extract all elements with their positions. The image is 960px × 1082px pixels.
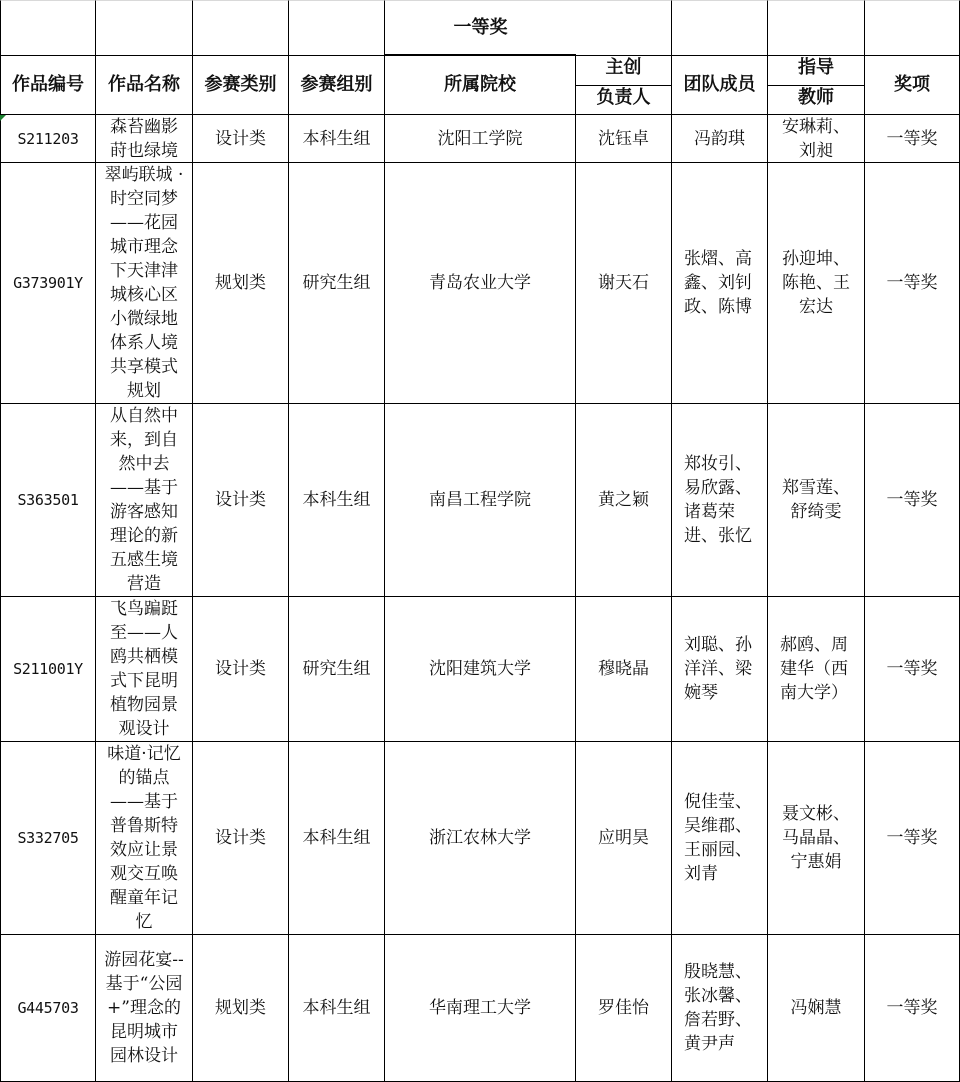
title-blank-2 xyxy=(96,0,193,56)
row-2-team: 张熠、高鑫、刘钊政、陈博 xyxy=(672,163,768,404)
row-3-team: 郑妆引、易欣露、诸葛荣进、张忆 xyxy=(672,404,768,597)
header-group: 参赛组别 xyxy=(289,56,385,115)
row-3-school: 南昌工程学院 xyxy=(385,404,576,597)
header-lead-bottom: 负责人 xyxy=(596,86,651,108)
row-4-id: S211001Y xyxy=(0,597,96,742)
row-1-name: 森苔幽影 莳也绿境 xyxy=(96,115,193,163)
header-team: 团队成员 xyxy=(672,56,768,115)
row-1-team: 冯韵琪 xyxy=(672,115,768,163)
header-school: 所属院校 xyxy=(385,56,576,115)
title-blank-6 xyxy=(576,0,672,56)
row-2-advisor: 孙迎坤、陈艳、王宏达 xyxy=(768,163,865,404)
title-blank-4 xyxy=(289,0,385,56)
row-4-name: 飞鸟蹁跹至——人鸥共栖模式下昆明植物园景观设计 xyxy=(96,597,193,742)
table-title: 一等奖 xyxy=(385,0,576,56)
header-advisor-top: 指导 xyxy=(768,56,864,86)
row-5-award: 一等奖 xyxy=(865,742,960,935)
row-2-id: G373901Y xyxy=(0,163,96,404)
row-2-school: 青岛农业大学 xyxy=(385,163,576,404)
header-lead xyxy=(576,56,672,115)
row-5-group: 本科生组 xyxy=(289,742,385,935)
row-2-name: 翠屿联城 · 时空同梦——花园城市理念下天津津城核心区小微绿地体系人境共享模式规划 xyxy=(96,163,193,404)
row-3-name: 从自然中来，到自然中去——基于游客感知理论的新五感生境营造 xyxy=(96,404,193,597)
header-id: 作品编号 xyxy=(0,56,96,115)
header-name: 作品名称 xyxy=(96,56,193,115)
row-4-advisor: 郝鸥、周建华（西南大学） xyxy=(768,597,865,742)
header-advisor-bottom: 教师 xyxy=(798,86,834,108)
title-blank-8 xyxy=(768,0,865,56)
row-5-team: 倪佳莹、吴维郡、王丽园、刘青 xyxy=(672,742,768,935)
row-2-award: 一等奖 xyxy=(865,163,960,404)
row-1-group: 本科生组 xyxy=(289,115,385,163)
row-1-advisor: 安琳莉、刘昶 xyxy=(768,115,865,163)
row-6-school: 华南理工大学 xyxy=(385,935,576,1082)
row-5-category: 设计类 xyxy=(193,742,289,935)
row-6-advisor: 冯娴慧 xyxy=(768,935,865,1082)
row-1-lead: 沈钰卓 xyxy=(576,115,672,163)
row-1-school: 沈阳工学院 xyxy=(385,115,576,163)
row-3-advisor: 郑雪莲、舒绮雯 xyxy=(768,404,865,597)
row-5-id: S332705 xyxy=(0,742,96,935)
row-3-group: 本科生组 xyxy=(289,404,385,597)
row-6-category: 规划类 xyxy=(193,935,289,1082)
title-blank-9 xyxy=(865,0,960,56)
row-5-school: 浙江农林大学 xyxy=(385,742,576,935)
row-1-award: 一等奖 xyxy=(865,115,960,163)
header-lead-top: 主创 xyxy=(576,56,671,86)
row-3-award: 一等奖 xyxy=(865,404,960,597)
row-4-award: 一等奖 xyxy=(865,597,960,742)
row-5-advisor: 聂文彬、马晶晶、宁惠娟 xyxy=(768,742,865,935)
row-3-category: 设计类 xyxy=(193,404,289,597)
row-6-id: G445703 xyxy=(0,935,96,1082)
cell-marker-icon xyxy=(0,115,6,121)
header-award: 奖项 xyxy=(865,56,960,115)
title-blank-1 xyxy=(0,0,96,56)
row-6-lead: 罗佳怡 xyxy=(576,935,672,1082)
row-6-team: 殷晓慧、张冰馨、詹若野、黄尹声 xyxy=(672,935,768,1082)
title-blank-3 xyxy=(193,0,289,56)
row-1-id: S211203 xyxy=(0,115,96,163)
row-3-id: S363501 xyxy=(0,404,96,597)
row-2-category: 规划类 xyxy=(193,163,289,404)
row-3-lead: 黄之颖 xyxy=(576,404,672,597)
header-advisor xyxy=(768,56,865,115)
title-blank-7 xyxy=(672,0,768,56)
row-5-lead: 应明昊 xyxy=(576,742,672,935)
row-6-name: 游园花宴--基于“公园+”理念的昆明城市园林设计 xyxy=(96,935,193,1082)
row-6-group: 本科生组 xyxy=(289,935,385,1082)
row-2-group: 研究生组 xyxy=(289,163,385,404)
header-category: 参赛类别 xyxy=(193,56,289,115)
row-5-name: 味道·记忆的锚点——基于普鲁斯特效应让景观交互唤醒童年记忆 xyxy=(96,742,193,935)
row-2-lead: 谢天石 xyxy=(576,163,672,404)
row-4-team: 刘聪、孙洋洋、梁婉琴 xyxy=(672,597,768,742)
row-4-category: 设计类 xyxy=(193,597,289,742)
row-1-category: 设计类 xyxy=(193,115,289,163)
row-4-group: 研究生组 xyxy=(289,597,385,742)
row-6-award: 一等奖 xyxy=(865,935,960,1082)
row-4-lead: 穆晓晶 xyxy=(576,597,672,742)
row-4-school: 沈阳建筑大学 xyxy=(385,597,576,742)
